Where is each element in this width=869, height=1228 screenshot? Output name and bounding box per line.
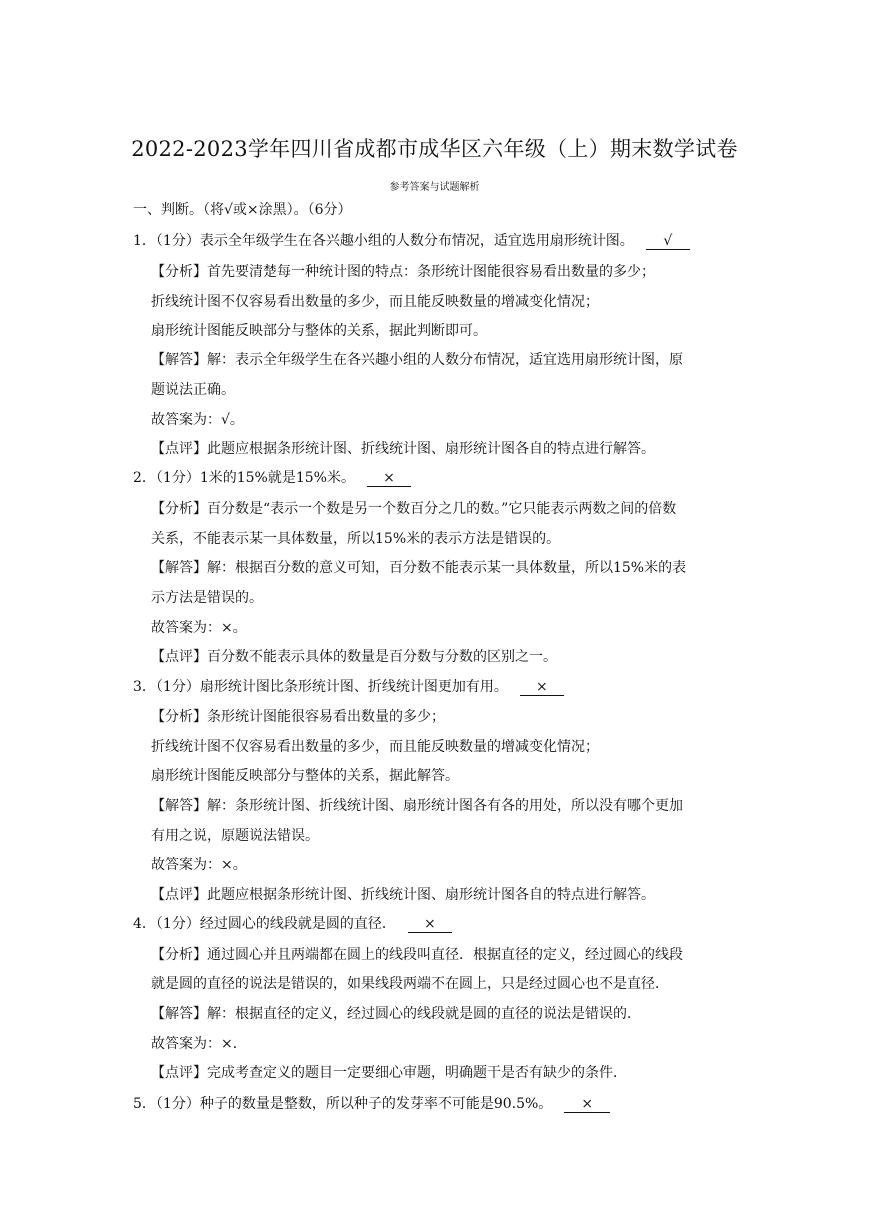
question-2-solution-line-1: 【解答】解：根据百分数的意义可知，百分数不能表示某一具体数量，所以15%米的表 bbox=[151, 560, 687, 576]
question-3-analysis-line-2: 折线统计图不仅容易看出数量的多少，而且能反映数量的增减变化情况； bbox=[151, 739, 599, 755]
question-2-stem bbox=[133, 467, 411, 487]
question-4-final-answer: 故答案为：×． bbox=[151, 1036, 247, 1052]
question-4-stem bbox=[133, 913, 452, 933]
question-1-analysis-line-3: 扇形统计图能反映部分与整体的关系，据此判断即可。 bbox=[151, 323, 487, 339]
question-3-answer: × bbox=[520, 680, 564, 696]
question-2-analysis-line-2: 关系，不能表示某一具体数量，所以15%米的表示方法是错误的。 bbox=[151, 531, 561, 547]
question-4-text: 4．（1分）经过圆心的线段就是圆的直径． bbox=[133, 916, 396, 932]
question-5-answer: × bbox=[564, 1097, 610, 1113]
question-1-answer: √ bbox=[646, 234, 690, 250]
question-1-analysis-line-1: 【分析】首先要清楚每一种统计图的特点：条形统计图能很容易看出数量的多少； bbox=[151, 264, 655, 280]
question-1-solution-line-2: 题说法正确。 bbox=[151, 382, 235, 398]
question-4-analysis-line-1: 【分析】通过圆心并且两端都在圆上的线段叫直径．根据直径的定义，经过圆心的线段 bbox=[151, 947, 683, 963]
question-2-solution-line-2: 示方法是错误的。 bbox=[151, 590, 263, 606]
question-1-comment: 【点评】此题应根据条形统计图、折线统计图、扇形统计图各自的特点进行解答。 bbox=[151, 441, 655, 457]
question-4-comment: 【点评】完成考查定义的题目一定要细心审题，明确题干是否有缺少的条件． bbox=[151, 1065, 627, 1081]
question-1-text: 1．（1分）表示全年级学生在各兴趣小组的人数分布情况，适宜选用扇形统计图。 bbox=[133, 233, 634, 249]
question-3-analysis-line-3: 扇形统计图能反映部分与整体的关系，据此解答。 bbox=[151, 768, 459, 784]
question-1-stem bbox=[133, 230, 690, 250]
question-4-answer: × bbox=[408, 917, 452, 933]
question-2-final-answer: 故答案为：×。 bbox=[151, 620, 247, 636]
question-5-text: 5．（1分）种子的数量是整数，所以种子的发芽率不可能是90.5%。 bbox=[133, 1096, 553, 1112]
question-3-solution-line-1: 【解答】解：条形统计图、折线统计图、扇形统计图各有各的用处，所以没有哪个更加 bbox=[151, 798, 683, 814]
question-4-analysis-line-2: 就是圆的直径的说法是错误的，如果线段两端不在圆上，只是经过圆心也不是直径． bbox=[151, 976, 669, 992]
question-3-solution-line-2: 有用之说，原题说法错误。 bbox=[151, 828, 319, 844]
question-3-text: 3．（1分）扇形统计图比条形统计图、折线统计图更加有用。 bbox=[133, 679, 508, 695]
question-3-comment: 【点评】此题应根据条形统计图、折线统计图、扇形统计图各自的特点进行解答。 bbox=[151, 887, 655, 903]
question-3-analysis-line-1: 【分析】条形统计图能很容易看出数量的多少； bbox=[151, 709, 445, 725]
section-heading: 一、判断。（将√或×涂黑）。（6分） bbox=[133, 202, 352, 218]
question-2-analysis-line-1: 【分析】百分数是“表示一个数是另一个数百分之几的数。”它只能表示两数之间的倍数 bbox=[151, 501, 677, 517]
question-4-solution-line-1: 【解答】解：根据直径的定义，经过圆心的线段就是圆的直径的说法是错误的． bbox=[151, 1006, 641, 1022]
question-2-comment: 【点评】百分数不能表示具体的数量是百分数与分数的区别之一。 bbox=[151, 649, 557, 665]
question-3-stem bbox=[133, 676, 564, 696]
page-subtitle: 参考答案与试题解析 bbox=[389, 182, 480, 193]
question-3-final-answer: 故答案为：×。 bbox=[151, 857, 247, 873]
question-5-stem bbox=[133, 1093, 610, 1113]
page-title: 2022-2023学年四川省成都市成华区六年级（上）期末数学试卷 bbox=[131, 137, 738, 161]
question-2-text: 2．（1分）1米的15%就是15%米。 bbox=[133, 470, 355, 486]
question-1-solution-line-1: 【解答】解：表示全年级学生在各兴趣小组的人数分布情况，适宜选用扇形统计图，原 bbox=[151, 352, 683, 368]
question-1-analysis-line-2: 折线统计图不仅容易看出数量的多少，而且能反映数量的增减变化情况； bbox=[151, 294, 599, 310]
question-1-final-answer: 故答案为：√。 bbox=[151, 412, 244, 428]
question-2-answer: × bbox=[367, 471, 411, 487]
